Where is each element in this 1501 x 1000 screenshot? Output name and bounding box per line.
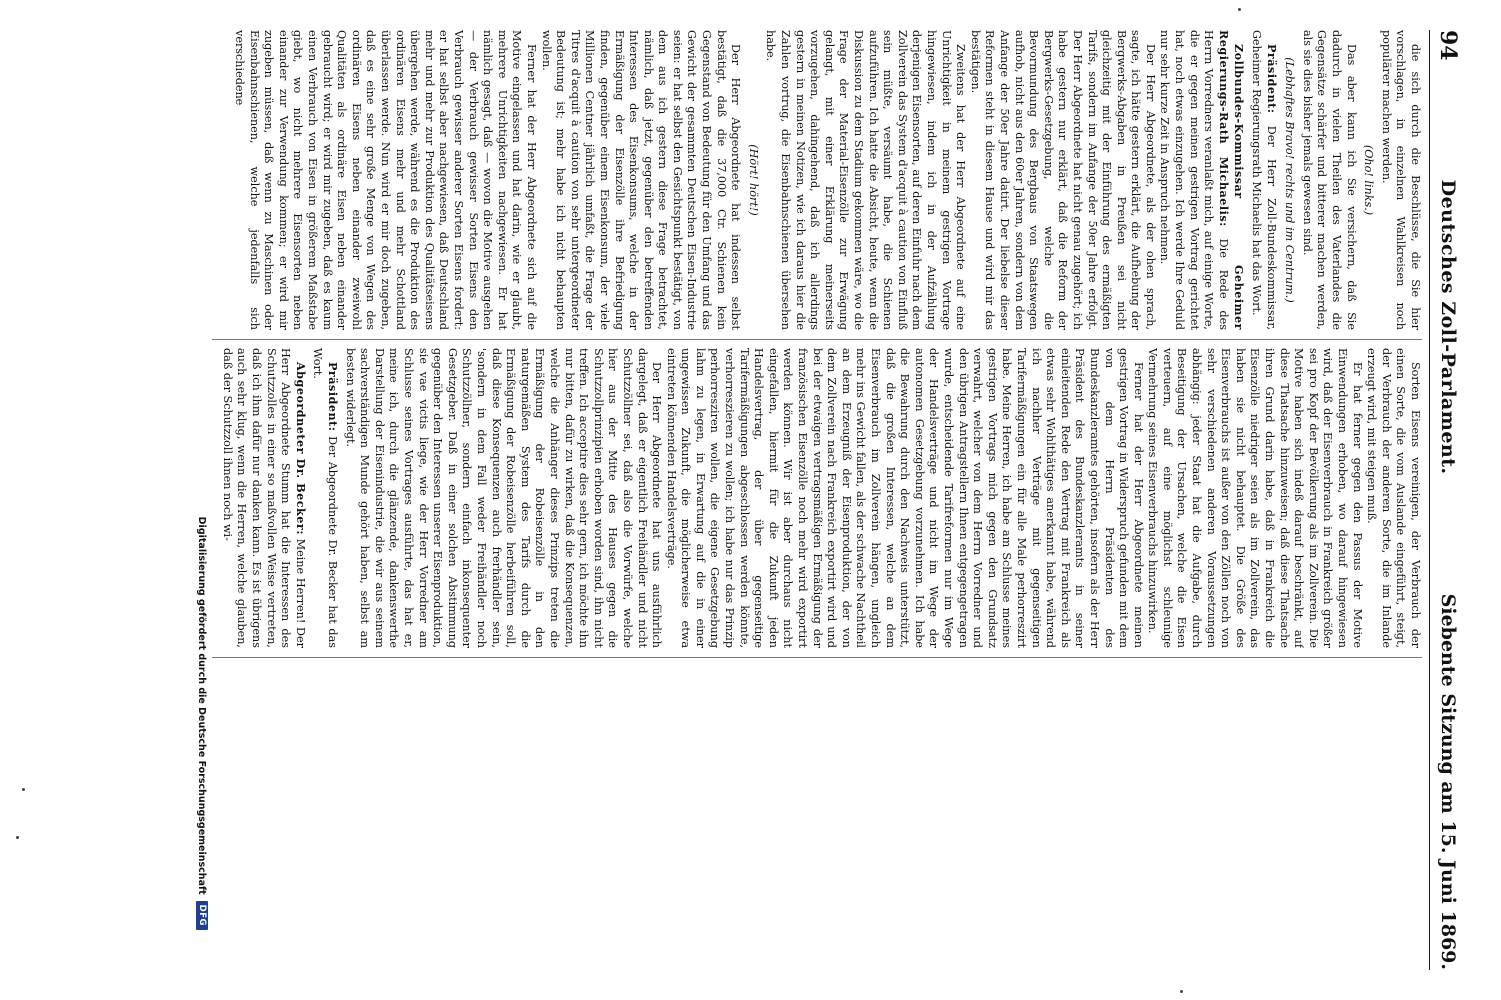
speaker-paragraph	[1248, 30, 1278, 330]
page-footer	[168, 30, 210, 970]
speaker-name: Präsident:	[1264, 44, 1279, 114]
body-paragraph: Der Herr Abgeordnete hat uns ausführlich dargelegt, daß er eigentlich Freihändler und nicht Schutzzöllner sei, daß also die Vorwürfe, welche hier aus der Mitte des Hauses gegen die Schutzzollprinzipien erhoben worden sind, ihn nicht treffen. Ich acceptire dies sehr gern, ich möchte ihn nur bitten, dafür zu wirken, daß die Konsequenzen, welche die Anhänger dieses Prinzips treten die Ermäßigung der Robeisenzölle in den naturgemäßen System des Tarifs durch die Ermäßigung der Robeisenzölle herbeiführen soll, daß diese Konsequenzen auch frerhändler sein, 'sondern in dem Fall weder Freihändler noch Schutzzöllner, sondern einfach inkonsequenter Gesetzgeber. Daß in einer solchen Abstimmung gegenüber den Interessen unserer Eisenproduktion, sie vae victis liege, wie der Herr Vorredner am Schlusse seines Vortrages ausführte, das hat er, meine ich, durch die glänzende, dankenswerthe Darstellung der Eisenindustrie, die wir aus seinem sachverständigen Munde gehört haben, selbst am besten widerlegt.	[343, 348, 664, 648]
session-date: Siebente Sitzung am 15. Juni 1869.	[1437, 593, 1459, 970]
body-paragraph: Der Herr Abgeordnete, als der ohen sprach, sagte, ich hätte gestern erklärt, die Aufhebung der Bergwerks-Abgaben in Preußen sei nicht gleichzeitig mit der Einführung des ermäßigten Tarifs, sondern im Anfange der 50er Jahre erfolgt. Der Herr Abgeordnete hat nicht genau zugehört; ich habe gestern nur erklärt, daß die Reform der Bergwerks-Gesetzgebung, welche die Bevormundung des Bergbaus von Staatswegen aufhob, nicht aus den 60er Jahren, sondern von dem Anfange der 50er Jahre datirt. Der liebelse dieser Reformen steht in diesem Hause und wird mir das bestätigen.	[968, 30, 1157, 330]
speaker-name: Präsident:	[326, 362, 341, 432]
speaker-paragraph	[1157, 30, 1247, 330]
document-page	[210, 30, 1460, 970]
body-paragraph: Das aber kann ich Sie versichern, daß Sie dadurch in vielen Theilen des Vaterlandes die Gegensätze schärfer und bitterer machen werden, als sie dies bisher jemals gewesen sind.	[1300, 30, 1358, 330]
body-paragraph: die sich durch die Beschlüsse, die Sie hier vorschlagen, in einzelnen Wahlkreisen noch populärer machen werden.	[1379, 30, 1422, 330]
interjection: (Oho! links.)	[1362, 144, 1376, 216]
digitization-credit	[196, 517, 208, 930]
body-paragraph: Er hat ferner gegen den Passus der Motive Einwendungen erhoben, wo darauf hingewiesen wird, daß der Eisenverbrauch in Frankreich größer sei pro Kopf der Bevölkerung als im Zollverein. Die Motive haben sich indeß darauf beschränkt, auf diese Thatsache hinzuweisen; daß diese Thatsache ihren Grund darin habe, daß in Frankreich die Eisenzölle niedriger seien als im Zollverein, das haben sie nicht behauptet. Die Größe des Eisenverbrauchs ist außer von den Zöllen noch von sehr verschiedenen anderen Voraussetzungen abhängig: jeder Staat hat die Aufgabe, durch Beseitigung der Ursachen, welche die Eisen verteuern, auf eine möglichst schleunige Vermehrung seines Eisenverbrauchs hinzuwirken.	[1146, 348, 1364, 648]
text-column-3	[212, 666, 1422, 966]
body-paragraph: Zweitens hat der Herr Abgeordnete auf eine Unrichtigkeit in meinem gestrigen Vortrage hingewiesen, indem ich in der Aufzählung derjenigen Eisensorten, auf deren Einfuhr nach dem Zollverein das System d'acquit à caution von Einfluß sein müßte, versäumt habe, die Schienen aufzuführen. Ich hatte die Absicht, heute, wenn die Diskussion zu dem Stadium gekommen wäre, wo die Frage der Material-Eisenzölle zur Erwägung gelangt, mit einer Erklärung meinerseits vorzugehen, dahingehend, daß ich allerdings gestern in meinen Notizen, wie ich daraus hier die Zahlen vortrug, die Eisenbahnschienen übersehen habe.	[764, 30, 968, 330]
text-column-1	[212, 30, 1422, 330]
dfg-logo-icon: DFG	[196, 901, 208, 930]
column-divider	[212, 657, 1422, 658]
header-rule	[1429, 30, 1430, 970]
page-header	[1436, 30, 1460, 970]
publication-title: Deutsches Zoll-Parlament.	[1437, 179, 1459, 475]
interjection: (Hört! hört!)	[746, 144, 760, 216]
body-paragraph: Ferner hat der Herr Abgeordnete meinen gestrigen Vortrag in Widerspruch gefunden mit dem von dem Herrn Präsidenten des Bundeskanzleramtes gehörten, insofern als der Herr Präsident des Bundeskanzleramts in seiner einleitenden Rede den Vertrag mit Frankreich als etwas sehr Wohlthätiges anerkannt habe, während ich nachher Verträge mit gegenseitigen Tarifermäßigungen ein für alle Male perhorreszirt habe. Meine Herren, ich habe am Schlusse meines gestrigen Vortrags mich gegen den Grundsatz verwahrt, welcher von dem Herrn Vorredner und den übrigen Antragstellern Ihnen entgegengetragen wurde, entscheidende Tarifreformen nur im Wege der Handelsverträge und nicht im Wege der autonomen Gesetzgebung vorzunehmen. Ich habe die Bewahrung durch den Nachweis unterstützt, daß die großen Interessen, welche an dem Eisenverbrauch im Zollverein hängen, ungleich mehr ins Gewicht fallen, als der schwache Nachtheil an dem Erzeugniß der Eisenproduktion, der von dem Zollverein nach Frankreich exportirt wird und bei der etwaigen vertragsmäßigen Ermäßigung der französischen Eisenzölle noch mehr wird exportirt werden können. Wir ist aber durchaus nicht eingefallen, hiermit für die Zukunft jeden Handelsvertrag, der über gegenseitige Tarifermäßigungen abgeschlossen werden könnte, verhorreszieren zu wollen; ich habe nur das Prinzip perhorresziren wollen, die eigene Gesetzgebung lahm zu legen, in Erwartung auf die in einer ungewissen Zukunft, die möglicherweise etwa eintreten könnenden Handelsverträge.	[664, 348, 1145, 648]
column-divider	[212, 339, 1422, 340]
speaker-paragraph	[219, 348, 308, 648]
speech-text: Meine Herren! Der Herr Abgeordnete Stumm hat die Interessen des Schutzzolles in einer so maßvollen Weise vertreten, daß ich ihm dafür nur danken kann. Es ist übrigens auch sehr klug, wenn die Herren, welche glauben, daß der Schutzzoll ihnen noch wi-	[220, 348, 307, 648]
speech-text: Der Abgeordnete Dr. Becker hat das Wort.	[311, 348, 340, 648]
speaker-name: Zollbundes-Kommissar Geheimer Regierungs-Rath Michaelis:	[1216, 30, 1247, 330]
interjection: (Lebhaftes Bravo! rechts und im Centrum.)	[1283, 57, 1297, 303]
text-column-2	[212, 348, 1422, 648]
speaker-paragraph	[310, 348, 340, 648]
credit-text: Digitalisierung gefördert durch die Deutsche Forschungsgemeinschaft	[196, 516, 208, 895]
speech-text: Die Rede des Herrn Vorredners veranlaßt mich, auf einige Worte, die er gegen meinen gestrigen Vortrag gerichtet hat, noch etwas einzugehen. Ich werde Ihre Geduld nur sehr kurze Zeit in Anspruch nehmen.	[1158, 30, 1230, 330]
body-paragraph: Sorten Eisens vereinigen, der Verbrauch der einen Sorte, die vom Auslande eingeführt, steigt, der Verbrauch der anderen Sorte, die im Inlande erzeugt wird, mit steigen muß.	[1365, 348, 1422, 648]
page-number: 94	[1435, 30, 1461, 61]
body-paragraph: Ferner hat der Herr Abgeordnete sich auf die Motive eingelassen und hat darin, wie er glaubt, mehrere Unrichtigkeiten nachgewiesen. Er hat nämlich gesagt, daß — wovon die Motive ausgehen — der Verbrauch gewisser Sorten Eisens den Verbrauch gewisser anderer Sorten Eisens fordert: er hat selbst aber nachgewiesen, daß Deutschland mehr und mehr zur Produktion des Qualitätseisens übergehen werde, während es die Produktion des ordinären Eisens mehr und mehr Schottland überlassen werde. Nun wird er mir doch zugeben, daß es eine sehr große Menge von Wegen des ordinären Eisens neben einander zweiwohl Qualitäten als ordinäre Eisen neben einander gebraucht wird; er wird mir zugeben, daß es kaum einen Verbrauch von Eisen in größerem Maßstabe giebt, wo nicht mehrere Eisensorten neben einander zur Verwendung kommen; er wird mir zugeben müssen, daß wenn zu Maschinen oder Eisenbahnschienen, welche jedenfalls sich verschiedene	[233, 30, 538, 330]
body-paragraph: Der Herr Abgeordnete hat indessen selbst bestätigt, daß die 37,000 Ctr. Schienen kein Gegenstand von Bedeutung für den Umfang und das Gewicht der gesammten Deutschen Eisen-Industrie seien: er hat selbst den Gesichtspunkt bestätigt, von dem aus ich gestern diese Frage betrachtet, nämlich, daß jetzt, gegenüber den betreffenden Interessen des Eisenkonsums, welche in der Ermäßigung der Eisenzölle ihre Befriedigung finden, gegenüber einem Eisenkonsum, der viele Millionen Centner jährlich umfaßt, die Frage der Titres d'acquit à caution von sehr untergeordneter Bedeutung ist; mehr habe ich nicht behaupten wollen.	[539, 30, 743, 330]
speech-text: Der Herr Zoll-Bundeskommissar, Geheimer Regierungsrath Michaelis hat das Wort.	[1250, 30, 1278, 330]
speaker-name: Abgeordneter Dr. Becker:	[293, 362, 308, 535]
